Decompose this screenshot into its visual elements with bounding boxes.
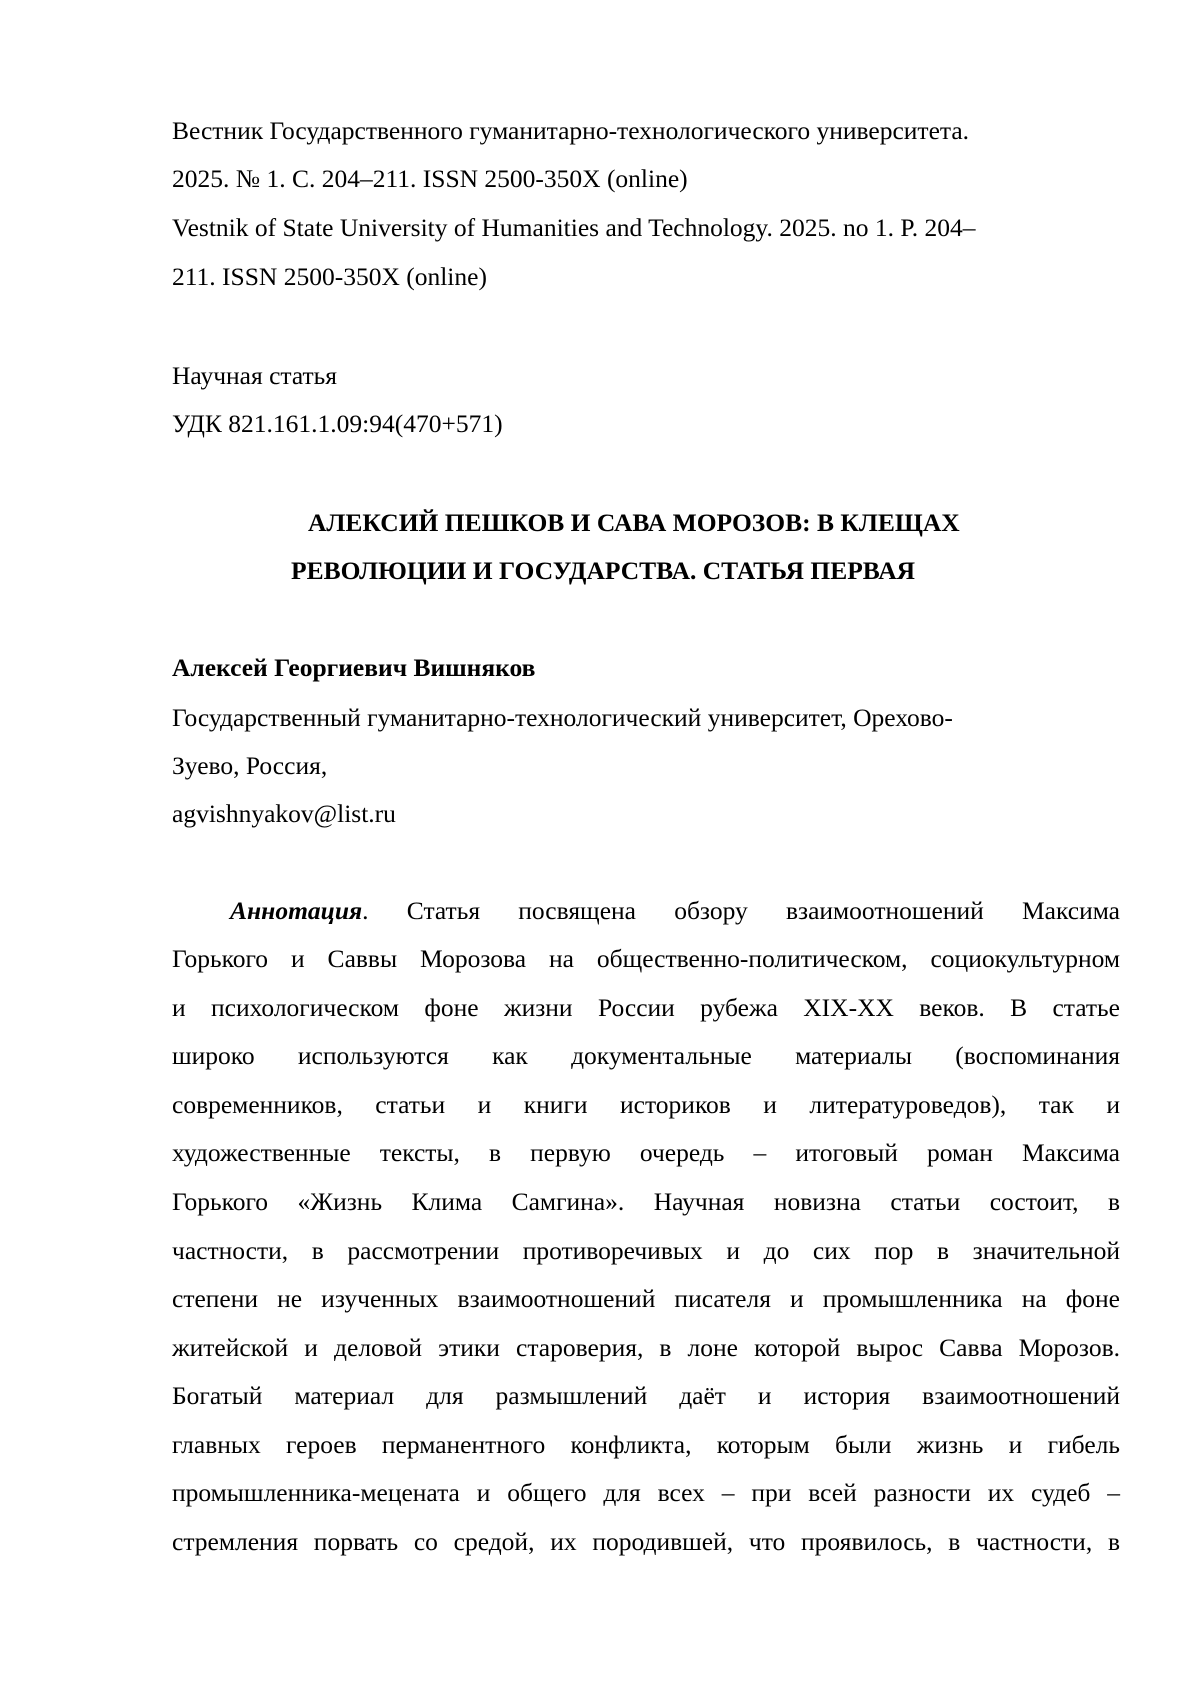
abstract-line: современников, статьи и книги историков и литературоведов), так и <box>172 1092 1120 1118</box>
abstract-line: частности, в рассмотрении противоречивых и до сих пор в значительной <box>172 1238 1120 1264</box>
abstract-line: главных героев перманентного конфликта, которым были жизнь и гибель <box>172 1432 1120 1458</box>
abstract-line: степени не изученных взаимоотношений писателя и промышленника на фоне <box>172 1286 1120 1312</box>
author-affiliation-line-1: Государственный гуманитарно-технологический университет, Орехово- <box>172 705 953 731</box>
abstract-line: художественные тексты, в первую очередь – итоговый роман Максима <box>172 1140 1120 1166</box>
author-name: Алексей Георгиевич Вишняков <box>172 655 535 681</box>
abstract-line: стремления порвать со средой, их породившей, что проявилось, в частности, в <box>172 1529 1120 1555</box>
abstract-line: житейской и деловой этики староверия, в лоне которой вырос Савва Морозов. <box>172 1335 1120 1361</box>
udc-code: УДК 821.161.1.09:94(470+571) <box>172 411 503 437</box>
abstract-line: Горького и Саввы Морозова на общественно-политическом, социокультурном <box>172 946 1120 972</box>
abstract-line-1 <box>172 898 1120 924</box>
author-email[interactable]: agvishnyakov@list.ru <box>172 801 396 827</box>
article-type: Научная статья <box>172 363 337 389</box>
abstract-line: Горького «Жизнь Клима Самгина». Научная новизна статьи состоит, в <box>172 1189 1120 1215</box>
journal-header-line-4: 211. ISSN 2500-350X (online) <box>172 264 487 290</box>
abstract-line: Богатый материал для размышлений даёт и история взаимоотношений <box>172 1383 1120 1409</box>
abstract-first-line-text: . Статья посвящена обзору взаимоотношений Максима <box>362 896 1120 925</box>
journal-header-line-1: Вестник Государственного гуманитарно-технологического университета. <box>172 118 969 144</box>
article-title-line-1: АЛЕКСИЙ ПЕШКОВ И САВА МОРОЗОВ: В КЛЕЩАХ <box>308 510 960 536</box>
journal-header-line-3: Vestnik of State University of Humanities and Technology. 2025. no 1. P. 204– <box>172 215 976 241</box>
abstract-line: широко используются как документальные материалы (воспоминания <box>172 1043 1120 1069</box>
article-title-line-2: РЕВОЛЮЦИИ И ГОСУДАРСТВА. СТАТЬЯ ПЕРВАЯ <box>291 558 915 584</box>
author-affiliation-line-2: Зуево, Россия, <box>172 753 327 779</box>
abstract-line: и психологическом фоне жизни России рубежа XIX-XX веков. В статье <box>172 995 1120 1021</box>
abstract-label: Аннотация <box>230 896 362 925</box>
abstract-line: промышленника-мецената и общего для всех – при всей разности их судеб – <box>172 1480 1120 1506</box>
journal-header-line-2: 2025. № 1. С. 204–211. ISSN 2500-350X (online) <box>172 166 688 192</box>
